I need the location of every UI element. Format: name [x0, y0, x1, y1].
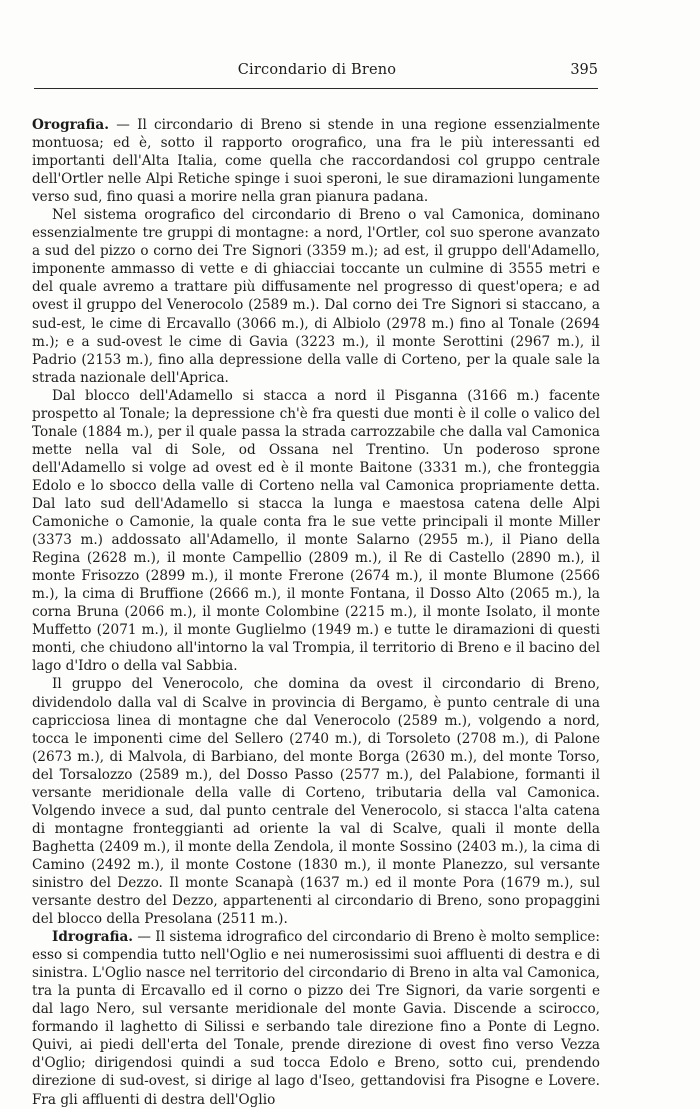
- paragraph-idrografia: [32, 928, 600, 1108]
- paragraph-text: — Il circondario di Breno si stende in una regione essenzialmente montuosa; ed è, sotto il rapporto orografico, una fra le più interessanti ed importanti dell'Alta Italia, come quella che raccordandosi col gruppo centrale dell'Ortler nelle Alpi Retiche spinge i suoi speroni, le sue diramazioni lungamente verso sud, fino quasi a morire nella gran pianura padana.: [32, 117, 600, 206]
- paragraph: [32, 675, 600, 928]
- paragraph-text: Nel sistema orografico del circondario di Breno o val Camonica, dominano essenzialmente tre gruppi di montagne: a nord, l'Ortler, col suo sperone avanzato a sud del pizzo o corno dei Tre Signori (3359 m.); ad est, il gruppo dell'Adamello, imponente ammasso di vette e di ghiacciai toccante un culmine di 3555 metri e del quale avremo a trattare più diffusamente nel progresso di quest'opera; e ad ovest il gruppo del Venerocolo (2589 m.). Dal corno dei Tre Signori si staccano, a sud-est, le cime di Ercavallo (3066 m.), di Albiolo (2978 m.) fino al Tonale (2694 m.); e a sud-ovest le cime di Gavia (3223 m.), il monte Serottini (2967 m.), il Padrio (2153 m.), fino alla depressione della valle di Corteno, per la quale sale la strada nazionale dell'Aprica.: [32, 207, 600, 386]
- paragraph-orografia: [32, 116, 600, 206]
- header-rule: [34, 88, 598, 89]
- paragraph-text: Il gruppo del Venerocolo, che domina da ovest il circondario di Breno, dividendolo dalla val di Scalve in provincia di Bergamo, è punto centrale di una capricciosa linea di montagne che dal Venerocolo (2589 m.), volgendo a nord, tocca le imponenti cime del Sellero (2740 m.), di Torsoleto (2708 m.), di Palone (2673 m.), di Malvola, di Barbiano, del monte Borga (2630 m.), del monte Torso, del Torsalozzo (2589 m.), del Dosso Passo (2577 m.), del Palabione, formanti il versante meridionale della valle di Corteno, tributaria della val Camonica. Volgendo invece a sud, dal punto centrale del Venerocolo, si stacca l'alta catena di montagne fronteggianti ad oriente la val di Scalve, quali il monte della Baghetta (2409 m.), il monte della Zendola, il monte Sossino (2403 m.), la cima di Camino (2492 m.), il monte Costone (1830 m.), il monte Planezzo, sul versante sinistro del Dezzo. Il monte Scanapà (1637 m.) ed il monte Pora (1679 m.), sul versante destro del Dezzo, appartenenti al circondario di Breno, sono propaggini del blocco della Presolana (2511 m.).: [32, 676, 600, 928]
- paragraph-text: — Il sistema idrografico del circondario di Breno è molto semplice: esso si compendia tutto nell'Oglio e nei numerosissimi suoi affluenti di destra e di sinistra. L'Oglio nasce nel territorio del circondario di Breno in alta val Camonica, tra la punta di Ercavallo ed il corno o pizzo dei Tre Signori, da varie sorgenti e dal lago Nero, sul versante meridionale del monte Gavia. Discende a scirocco, formando il laghetto di Silissi e serbando tale direzione fino a Ponte di Legno. Quivi, ai piedi dell'erta del Tonale, prende direzione di ovest fino verso Vezza d'Oglio; dirigendosi quindi a sud tocca Edolo e Breno, sotto cui, prendendo direzione di sud-ovest, si dirige al lago d'Iseo, gettandovisi fra Pisogne e Lovere. Fra gli affluenti di destra dell'Oglio: [32, 929, 600, 1108]
- page-header: [36, 62, 598, 84]
- section-heading-idrografia: Idrografia.: [52, 929, 133, 946]
- section-heading-orografia: Orografia.: [32, 117, 109, 133]
- paragraph: [32, 206, 600, 386]
- paragraph: [32, 387, 600, 676]
- paragraph-text: Dal blocco dell'Adamello si stacca a nord il Pisganna (3166 m.) facente prospetto al Tonale; la depressione ch'è fra questi due monti è il colle o valico del Tonale (1884 m.), per il quale passa la strada carrozzabile che dalla val Camonica mette nella val di Sole, od Ossana nel Trentino. Un poderoso sprone dell'Adamello si volge ad ovest ed è il monte Baitone (3331 m.), che fronteggia Edolo e lo sbocco della valle di Corteno nella val Camonica propriamente detta. Dal lato sud dell'Adamello si stacca la lunga e maestosa catena delle Alpi Camoniche o Camonie, la quale conta fra le sue vette principali il monte Miller (3373 m.) addossato all'Adamello, il monte Salarno (2955 m.), il Piano della Regina (2628 m.), il monte Campellio (2809 m.), il Re di Castello (2890 m.), il monte Frisozzo (2899 m.), il monte Frerone (2674 m.), il monte Blumone (2566 m.), la cima di Bruffione (2666 m.), il monte Fontana, il Dosso Alto (2065 m.), la corna Bruna (2066 m.), il monte Colombine (2215 m.), il monte Isolato, il monte Muffetto (2071 m.), il monte Guglielmo (1949 m.) e tutte le diramazioni di questi monti, che chiudono all'intorno la val Trompia, il territorio di Breno e il bacino del lago d'Idro o della val Sabbia.: [32, 387, 600, 675]
- running-head: Circondario di Breno: [237, 62, 397, 78]
- page-number: 395: [570, 62, 598, 78]
- body-text: [32, 116, 600, 1109]
